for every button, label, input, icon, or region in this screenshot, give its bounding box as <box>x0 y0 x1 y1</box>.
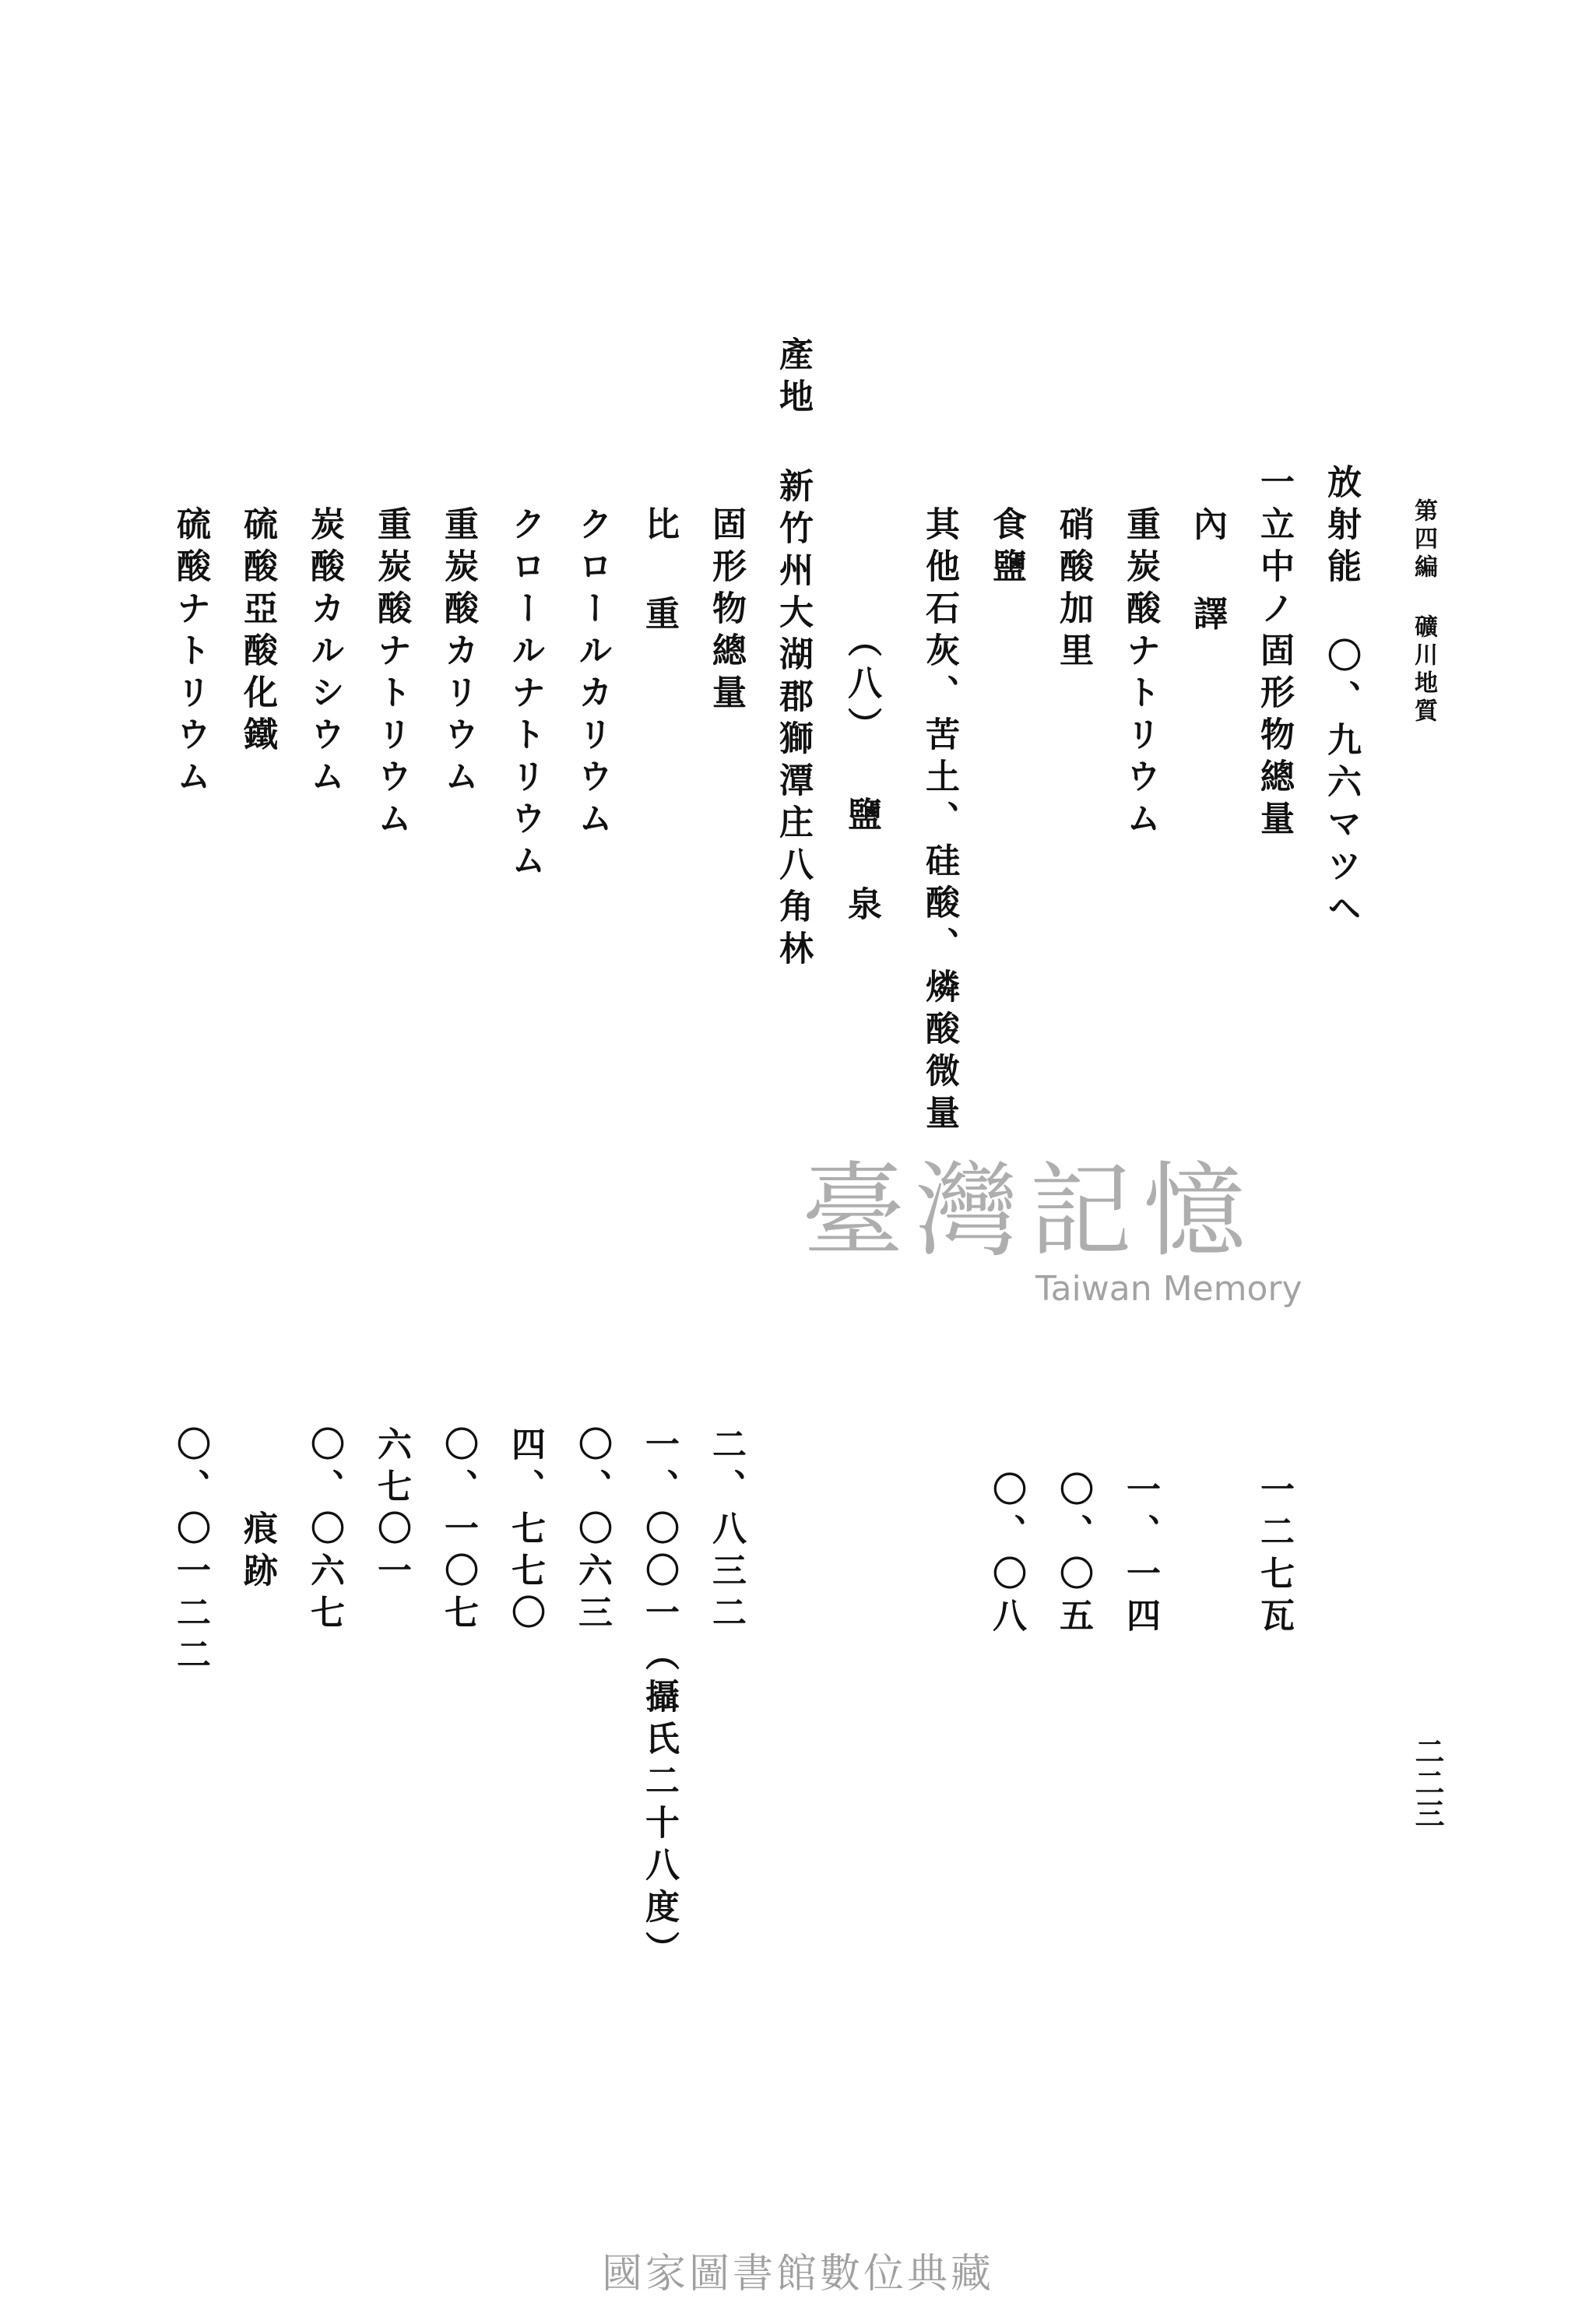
page-number: 二二三 <box>1410 1736 1445 1830</box>
upper-line-6: 食鹽 <box>986 506 1026 590</box>
upper-line-14: 重炭酸カリウム <box>438 506 478 800</box>
upper-line-17: 硫酸亞酸化鐵 <box>237 506 277 758</box>
upper-line-12: クロールカリウム <box>572 506 612 842</box>
upper-line-4: 重炭酸ナトリウム <box>1120 506 1160 842</box>
lower-value-11: 〇、〇六七 <box>304 1426 344 1636</box>
watermark-chinese: 臺灣記憶 <box>802 1151 1257 1271</box>
upper-line-2: 一立中ノ固形物總量 <box>1254 464 1294 842</box>
lower-value-2: 一、一四 <box>1120 1471 1160 1640</box>
upper-line-16: 炭酸カルシウム <box>304 506 344 800</box>
watermark-english: Taiwan Memory <box>1035 1269 1302 1309</box>
lower-value-1: 一二七瓦 <box>1254 1471 1294 1640</box>
upper-line-15: 重炭酸ナトリウム <box>371 506 411 842</box>
upper-line-5: 硝酸加里 <box>1053 506 1093 674</box>
upper-line-3: 內 譯 <box>1187 506 1227 638</box>
upper-line-8-heading: （八） 鹽 泉 <box>842 623 881 928</box>
upper-line-7: 其他石灰、苦土、硅酸、燐酸微量 <box>919 506 959 1137</box>
lower-value-6: 一、〇〇一（攝氏二十八度） <box>639 1426 679 1973</box>
lower-value-13: 〇、〇一二二 <box>170 1426 210 1679</box>
upper-line-9: 產地 新竹州大湖郡獅潭庄八角林 <box>773 336 813 972</box>
lower-value-8: 四、七七〇 <box>505 1426 545 1636</box>
lower-value-5: 二、八三二 <box>706 1426 746 1636</box>
upper-line-1: 放射能 〇、九六マツヘ <box>1321 464 1361 932</box>
lower-value-10: 六七〇一 <box>371 1426 411 1594</box>
upper-line-11: 比 重 <box>639 506 679 638</box>
footer-archive-label: 國家圖書館數位典藏 <box>601 2251 994 2297</box>
upper-line-10: 固形物總量 <box>706 506 746 716</box>
lower-value-9: 〇、一〇七 <box>438 1426 478 1636</box>
lower-value-3: 〇、〇五 <box>1053 1471 1093 1640</box>
lower-value-12: 痕跡 <box>237 1510 277 1594</box>
lower-value-7: 〇、〇六三 <box>572 1426 612 1636</box>
upper-line-18: 硫酸ナトリウム <box>170 506 210 800</box>
section-header: 第四編 礦川地質 <box>1410 498 1437 726</box>
lower-value-4: 〇、〇八 <box>986 1471 1026 1640</box>
upper-line-13: クロールナトリウム <box>505 506 545 884</box>
watermark <box>802 1151 1316 1331</box>
